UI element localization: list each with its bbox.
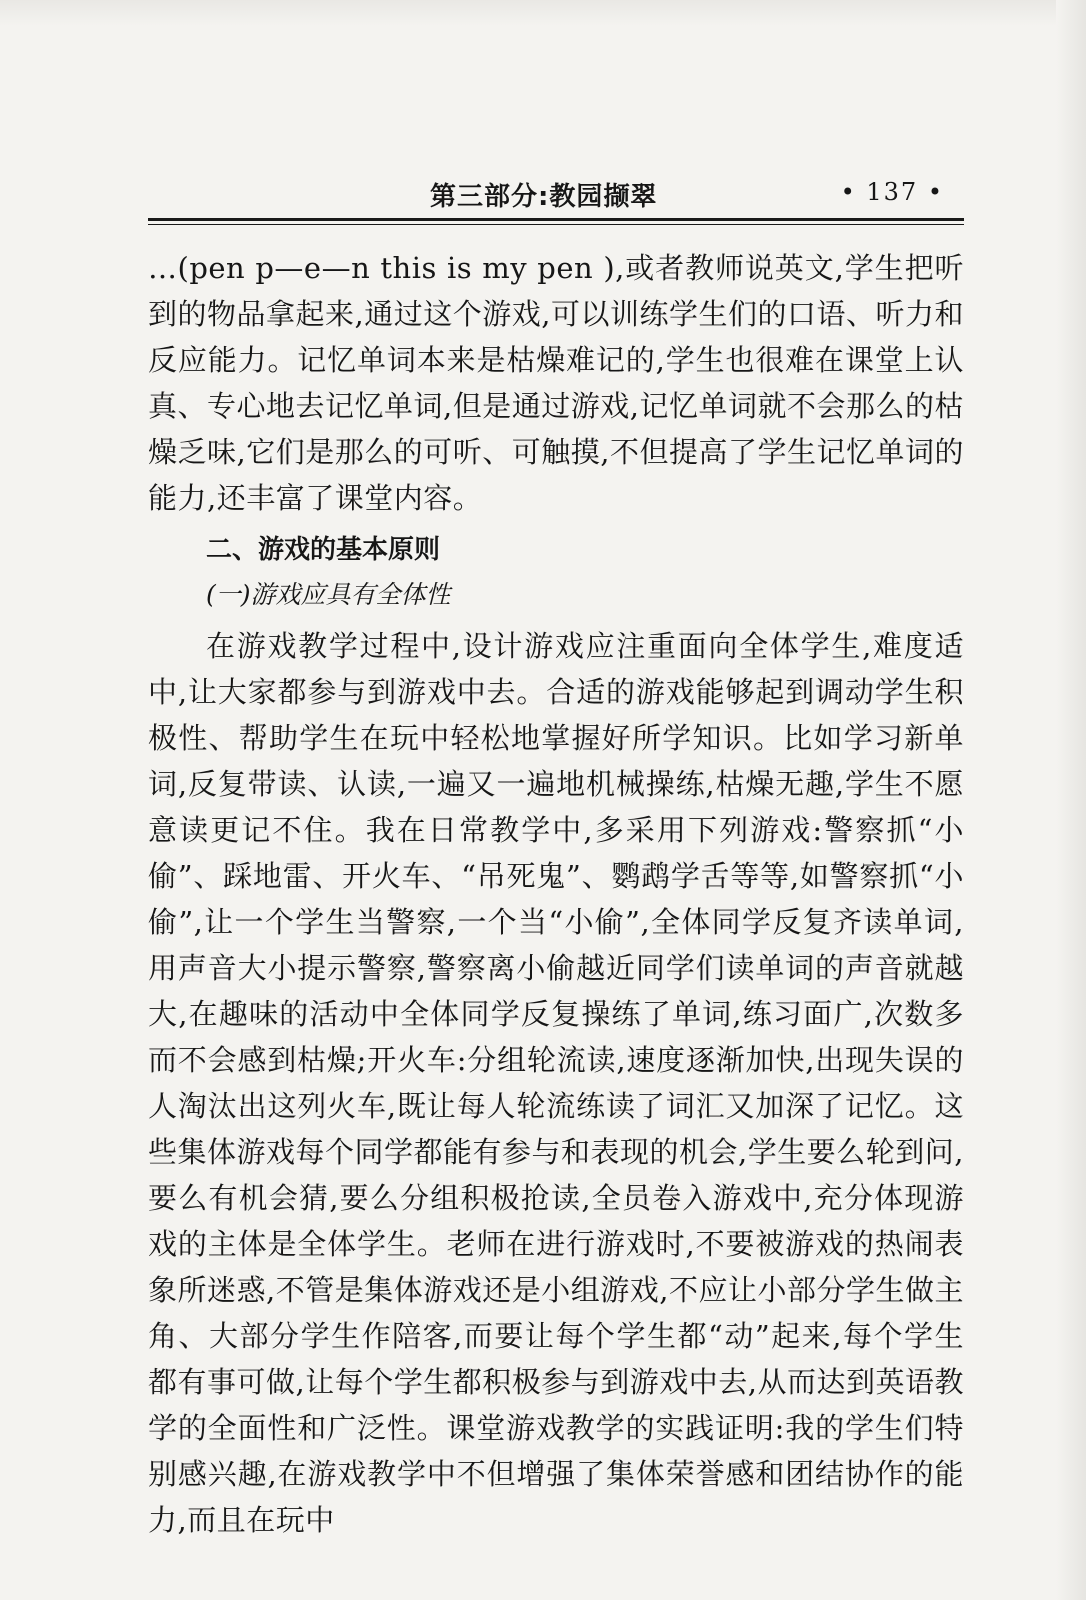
section-title: 第三部分:教园撷翠 — [430, 182, 658, 212]
subsection-heading: (一)游戏应具有全体性 — [206, 580, 451, 609]
body-paragraph: …(pen p—e—n this is my pen ),或者教师说英文,学生把听到的物品拿起来,通过这个游戏,可以训练学生们的口语、听力和反应能力。记忆单词本来是枯燥难记的,学生也很难在课堂上认真、专心地去记忆单词,但是通过游戏,记忆单词就不会那么的枯燥乏味,它们是那么的可听、可触摸,不但提高了学生记忆单词的能力,还丰富了课堂内容。 — [148, 251, 964, 515]
scan-margin-top — [0, 0, 1086, 26]
scan-margin-right — [1056, 0, 1086, 1600]
page-number: • 137 • — [840, 178, 944, 206]
book-page — [148, 168, 964, 1543]
running-header — [148, 168, 964, 214]
page-body — [148, 245, 964, 1543]
body-paragraph: 在游戏教学过程中,设计游戏应注重面向全体学生,难度适中,让大家都参与到游戏中去。合适的游戏能够起到调动学生积极性、帮助学生在玩中轻松地掌握好所学知识。比如学习新单词,反复带读、认读,一遍又一遍地机械操练,枯燥无趣,学生不愿意读更记不住。我在日常教学中,多采用下列游戏:警察抓“小偷”、踩地雷、开火车、“吊死鬼”、鹦鹉学舌等等,如警察抓“小偷”,让一个学生当警察,一个当“小偷”,全体同学反复齐读单词,用声音大小提示警察,警察离小偷越近同学们读单词的声音就越大,在趣味的活动中全体同学反复操练了单词,练习面广,次数多而不会感到枯燥;开火车:分组轮流读,速度逐渐加快,出现失误的人淘汰出这列火车,既让每人轮流练读了词汇又加深了记忆。这些集体游戏每个同学都能有参与和表现的机会,学生要么轮到问,要么有机会猜,要么分组积极抢读,全员卷入游戏中,充分体现游戏的主体是全体学生。老师在进行游戏时,不要被游戏的热闹表象所迷惑,不管是集体游戏还是小组游戏,不应让小部分学生做主角、大部分学生作陪客,而要让每个学生都“动”起来,每个学生都有事可做,让每个学生都积极参与到游戏中去,从而达到英语教学的全面性和广泛性。课堂游戏教学的实践证明:我的学生们特别感兴趣,在游戏教学中不但增强了集体荣誉感和团结协作的能力,而且在玩中 — [148, 629, 964, 1537]
header-rule-thick — [148, 218, 964, 221]
header-rule-thin — [148, 224, 964, 225]
section-heading: 二、游戏的基本原则 — [206, 535, 441, 565]
